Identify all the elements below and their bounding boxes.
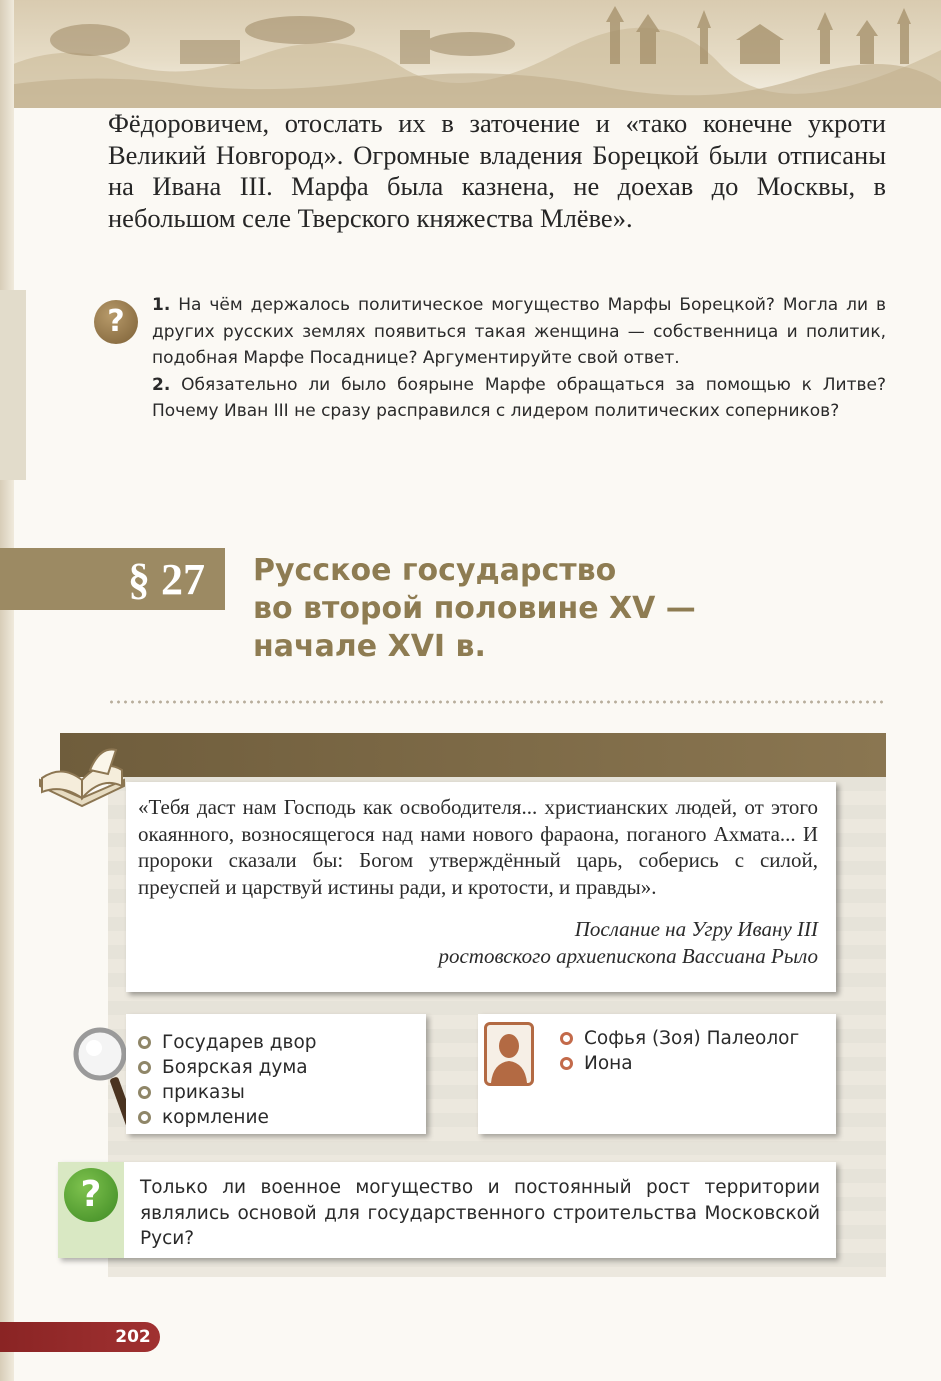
dotted-divider	[108, 700, 886, 704]
margin-tab	[0, 290, 26, 480]
review-questions	[152, 292, 886, 425]
epigraph-source-line: ростовского архиепископа Вассиана Рыло	[438, 944, 818, 968]
epigraph-card	[126, 782, 836, 992]
question-number: 2.	[152, 374, 171, 395]
open-book-icon	[34, 740, 130, 810]
epigraph-source-line: Послание на Угру Ивану III	[574, 917, 818, 941]
paragraph-title	[253, 552, 813, 666]
key-person: Софья (Зоя) Палеолог	[558, 1026, 799, 1051]
decorative-header-banner	[0, 0, 941, 108]
page-number: 202	[115, 1327, 151, 1347]
question-text: Обязательно ли было боярыне Марфе обращаться за помощью к Литве? Почему Иван III не сразу расправился с лидером политических соперников?	[152, 374, 886, 421]
epigraph-quote: «Тебя даст нам Господь как освободителя... христианских людей, от этого окаянного, возносящегося над нами нового фараона, поганого Ахмата... И пророки сказали бы: Богом утверждённый царь, соберись с силой, преуспей и царствуй истины ради, и кротости, и правды».	[138, 795, 818, 899]
epigraph-source	[138, 916, 818, 970]
key-term: кормление	[136, 1105, 317, 1130]
question-item	[152, 292, 886, 372]
key-term: Боярская дума	[136, 1055, 317, 1080]
question-icon: ?	[94, 300, 138, 344]
historical-landscape-illustration	[0, 0, 941, 108]
key-terms-list	[136, 1030, 317, 1130]
paragraph-title-line: во второй половине XV —	[253, 591, 696, 626]
person-silhouette-icon	[484, 1022, 534, 1086]
paragraph-title-line: Русское государство	[253, 553, 617, 588]
lead-question-text: Только ли военное могущество и постоянный рост территории являлись основой для государственного строительства Московской Руси?	[140, 1177, 820, 1249]
green-question-icon: ?	[64, 1168, 118, 1222]
paragraph-number: § 27	[128, 555, 205, 604]
question-number: 1.	[152, 295, 171, 315]
question-text: На чём держалось политическое могущество Марфы Борецкой? Могла ли в других русских землях появиться такая женщина — собственница и политик, подобная Марфе Посаднице? Аргументируйте свой ответ.	[152, 295, 886, 368]
key-term: Государев двор	[136, 1030, 317, 1055]
key-terms-card	[126, 1014, 426, 1134]
paragraph-title-line: начале XVI в.	[253, 629, 486, 664]
key-term: приказы	[136, 1080, 317, 1105]
page-edge-shadow	[0, 0, 14, 1381]
key-persons-list	[558, 1026, 799, 1076]
epigraph-header-bar	[60, 733, 886, 777]
question-item	[152, 372, 886, 425]
intro-paragraph: Фёдоровичем, отослать их в заточение и «тако конечне укроти Великий Новгород». Огромные владения Борецкой были отписаны на Ивана III. Марфа была казнена, не доехав до Москвы, в небольшом селе Тверского княжества Млёве».	[108, 108, 886, 233]
key-person: Иона	[558, 1051, 799, 1076]
